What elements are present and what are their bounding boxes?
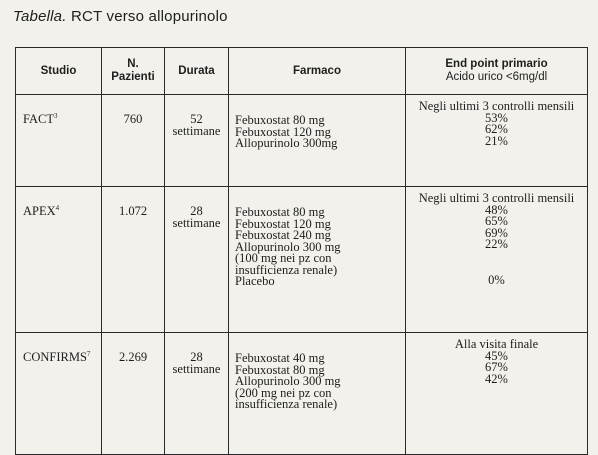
header-pazienti-line1: N.	[127, 58, 139, 70]
studio-name: FACT	[23, 112, 55, 126]
table-row	[16, 95, 588, 187]
header-pazienti-line2: Pazienti	[111, 71, 155, 83]
endpoint-value: 0%	[488, 272, 505, 287]
farmaco-line: (100 mg nei pz con	[235, 251, 332, 265]
endpoint-value: 22%	[485, 237, 508, 251]
table-title-text: RCT verso allopurinolo	[70, 8, 228, 25]
studio-ref: 4	[55, 204, 60, 212]
endpoint-label: Negli ultimi 3 controlli mensili	[418, 99, 575, 113]
farmaco-line: Febuxostat 80 mg	[235, 205, 325, 219]
table-title	[13, 8, 228, 25]
endpoint-value: 21%	[485, 133, 508, 148]
endpoint-value: 67%	[485, 360, 508, 374]
endpoint-spacer	[406, 251, 587, 263]
cell-farmaco	[229, 333, 406, 455]
farmaco-line: Febuxostat 40 mg	[235, 351, 325, 365]
cell-endpoint	[406, 95, 588, 187]
cell-durata	[165, 95, 229, 187]
farmaco-line: Placebo	[235, 274, 275, 288]
farmaco-line: Febuxostat 80 mg	[235, 113, 325, 127]
farmaco-line: Allopurinolo 300 mg	[235, 374, 341, 388]
endpoint-value: 45%	[485, 348, 508, 363]
durata-num: 28	[190, 204, 203, 218]
durata-unit: settimane	[172, 361, 221, 376]
cell-pazienti: 760	[102, 95, 165, 187]
farmaco-line: Febuxostat 120 mg	[235, 216, 331, 231]
cell-pazienti: 1.072	[102, 187, 165, 333]
header-endpoint-title: End point primario	[445, 58, 548, 70]
farmaco-line: insufficienza renale)	[235, 397, 338, 411]
durata-num: 52	[190, 112, 203, 126]
endpoint-label: Negli ultimi 3 controlli mensili	[418, 191, 575, 205]
farmaco-line: (200 mg nei pz con	[235, 385, 332, 400]
header-row	[16, 48, 588, 95]
cell-durata	[165, 187, 229, 333]
rct-table	[15, 47, 588, 455]
endpoint-value: 42%	[485, 371, 508, 386]
header-endpoint-sub: Acido urico <6mg/dl	[445, 71, 548, 83]
cell-studio	[16, 187, 102, 333]
table-title-lead: Tabella.	[13, 8, 67, 25]
durata-num: 28	[190, 350, 203, 364]
endpoint-label: Alla visita finale	[454, 337, 539, 351]
cell-endpoint	[406, 333, 588, 455]
studio-ref: 7	[86, 350, 91, 358]
header-endpoint	[406, 48, 588, 95]
studio-ref: 3	[54, 112, 58, 120]
header-studio: Studio	[16, 48, 102, 95]
endpoint-value: 53%	[485, 110, 508, 125]
farmaco-line: Allopurinolo 300 mg	[235, 239, 341, 254]
durata-unit: settimane	[172, 215, 221, 230]
endpoint-value: 62%	[485, 122, 508, 136]
cell-durata	[165, 333, 229, 455]
cell-farmaco	[229, 187, 406, 333]
farmaco-line: Allopurinolo 300mg	[235, 136, 338, 150]
farmaco-line: Febuxostat 120 mg	[235, 124, 331, 139]
farmaco-line: Febuxostat 80 mg	[235, 362, 325, 377]
farmaco-line: Febuxostat 240 mg	[235, 228, 331, 242]
header-farmaco: Farmaco	[229, 48, 406, 95]
farmaco-line: insufficienza renale)	[235, 262, 338, 277]
cell-pazienti: 2.269	[102, 333, 165, 455]
endpoint-value: 48%	[485, 202, 508, 217]
cell-farmaco	[229, 95, 406, 187]
endpoint-value: 65%	[485, 214, 508, 228]
endpoint-value: 69%	[485, 225, 508, 240]
cell-endpoint	[406, 187, 588, 333]
studio-name: APEX	[23, 204, 56, 218]
table-row	[16, 333, 588, 455]
table-row	[16, 187, 588, 333]
cell-studio	[16, 95, 102, 187]
cell-studio	[16, 333, 102, 455]
studio-name: CONFIRMS	[23, 350, 87, 364]
header-pazienti	[102, 48, 165, 95]
durata-unit: settimane	[172, 123, 221, 138]
header-durata: Durata	[165, 48, 229, 95]
